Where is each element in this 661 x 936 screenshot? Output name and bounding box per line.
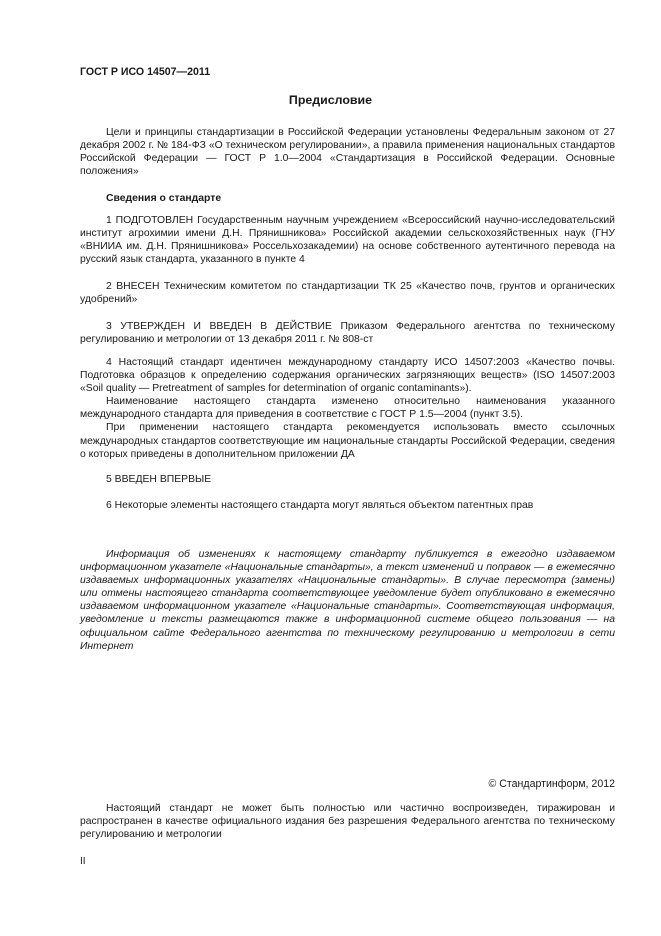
item-text: 2 ВНЕСЕН Техническим комитетом по стандартизации ТК 25 «Качество почв, грунтов и органических удобрений»	[80, 281, 615, 306]
item-text: 4 Настоящий стандарт идентичен международному стандарту ИСО 14507:2003 «Качество почвы. Подготовка образцов к определению содержания органических загрязняющих веществ» (ISO 14507:2003 «Soil quality — Pretreatment of samples for determination of organic contaminants»).	[80, 357, 615, 395]
intro-text: Цели и принципы стандартизации в Российской Федерации установлены Федеральным законом от 27 декабря 2002 г. № 184-ФЗ «О техническом регулировании», а правила применения национальных стандартов Российской Федерации — ГОСТ Р 1.0—2004 «Стандартизация в Российской Федерации. Основные положения»	[80, 127, 615, 178]
item-text: 6 Некоторые элементы настоящего стандарта могут являться объектом патентных прав	[106, 500, 534, 511]
subheading: Сведения о стандарте	[106, 193, 222, 204]
copyright: © Стандартинформ, 2012	[488, 778, 615, 790]
item-1	[80, 214, 615, 266]
item-4-note-references: При применении настоящего стандарта рекомендуется использовать вместо ссылочных международных стандартов соответствующие им национальные стандарты Российской Федерации, сведения о которых приведены в дополнительном приложении ДА	[80, 422, 615, 460]
item-2	[80, 280, 615, 306]
item-text: 1 ПОДГОТОВЛЕН Государственным научным учреждением «Всероссийский научно-исследовательский институт агрохимии имени Д.Н. Прянишникова» Российской академии сельскохозяйственных наук (ГНУ «ВНИИА им. Д.Н. Прянишникова» Россельхозакадемии) на основе собственного аутентичного перевода на русский язык стандарта, указанного в пункте 4	[80, 215, 615, 266]
item-5	[80, 473, 615, 486]
document-header: ГОСТ Р ИСО 14507—2011	[80, 66, 211, 78]
item-6	[80, 499, 615, 512]
item-text: 5 ВВЕДЕН ВПЕРВЫЕ	[106, 474, 212, 485]
page-title: Предисловие	[288, 93, 373, 107]
subheading-block	[80, 192, 615, 205]
item-text: 3 УТВЕРЖДЕН И ВВЕДЕН В ДЕЙСТВИЕ Приказом Федерального агентства по техническому регулированию и метрологии от 13 декабря 2011 г. № 808-ст	[80, 321, 615, 346]
changes-info	[80, 548, 615, 653]
reproduction-notice-text: Настоящий стандарт не может быть полностью или частично воспроизведен, тиражирован и распространен в качестве официального издания без разрешения Федерального агентства по техническому регулированию и метрологии	[80, 803, 615, 841]
changes-info-text: Информация об изменениях к настоящему стандарту публикуется в ежегодно издаваемом информационном указателе «Национальные стандарты», а текст изменений и поправок — в ежемесячно издаваемых информационных указателях «Национальные стандарты». В случае пересмотра (замены) или отмены настоящего стандарта соответствующее уведомление будет опубликовано в ежемесячно издаваемом информационном указателе «Национальные стандарты». Соответствующая информация, уведомление и тексты размещаются также в информационной системе общего пользования — на официальном сайте Федерального агентства по техническому регулированию и метрологии в сети Интернет	[80, 549, 615, 652]
item-3	[80, 320, 615, 346]
reproduction-notice	[80, 802, 615, 841]
item-4	[80, 356, 615, 461]
item-4-note-name: Наименование настоящего стандарта изменено относительно наименования указанного международного стандарта для приведения в соответствие с ГОСТ Р 1.5—2004 (пункт 3.5).	[80, 396, 615, 421]
intro-paragraph	[80, 126, 615, 178]
page-number: II	[80, 856, 86, 867]
